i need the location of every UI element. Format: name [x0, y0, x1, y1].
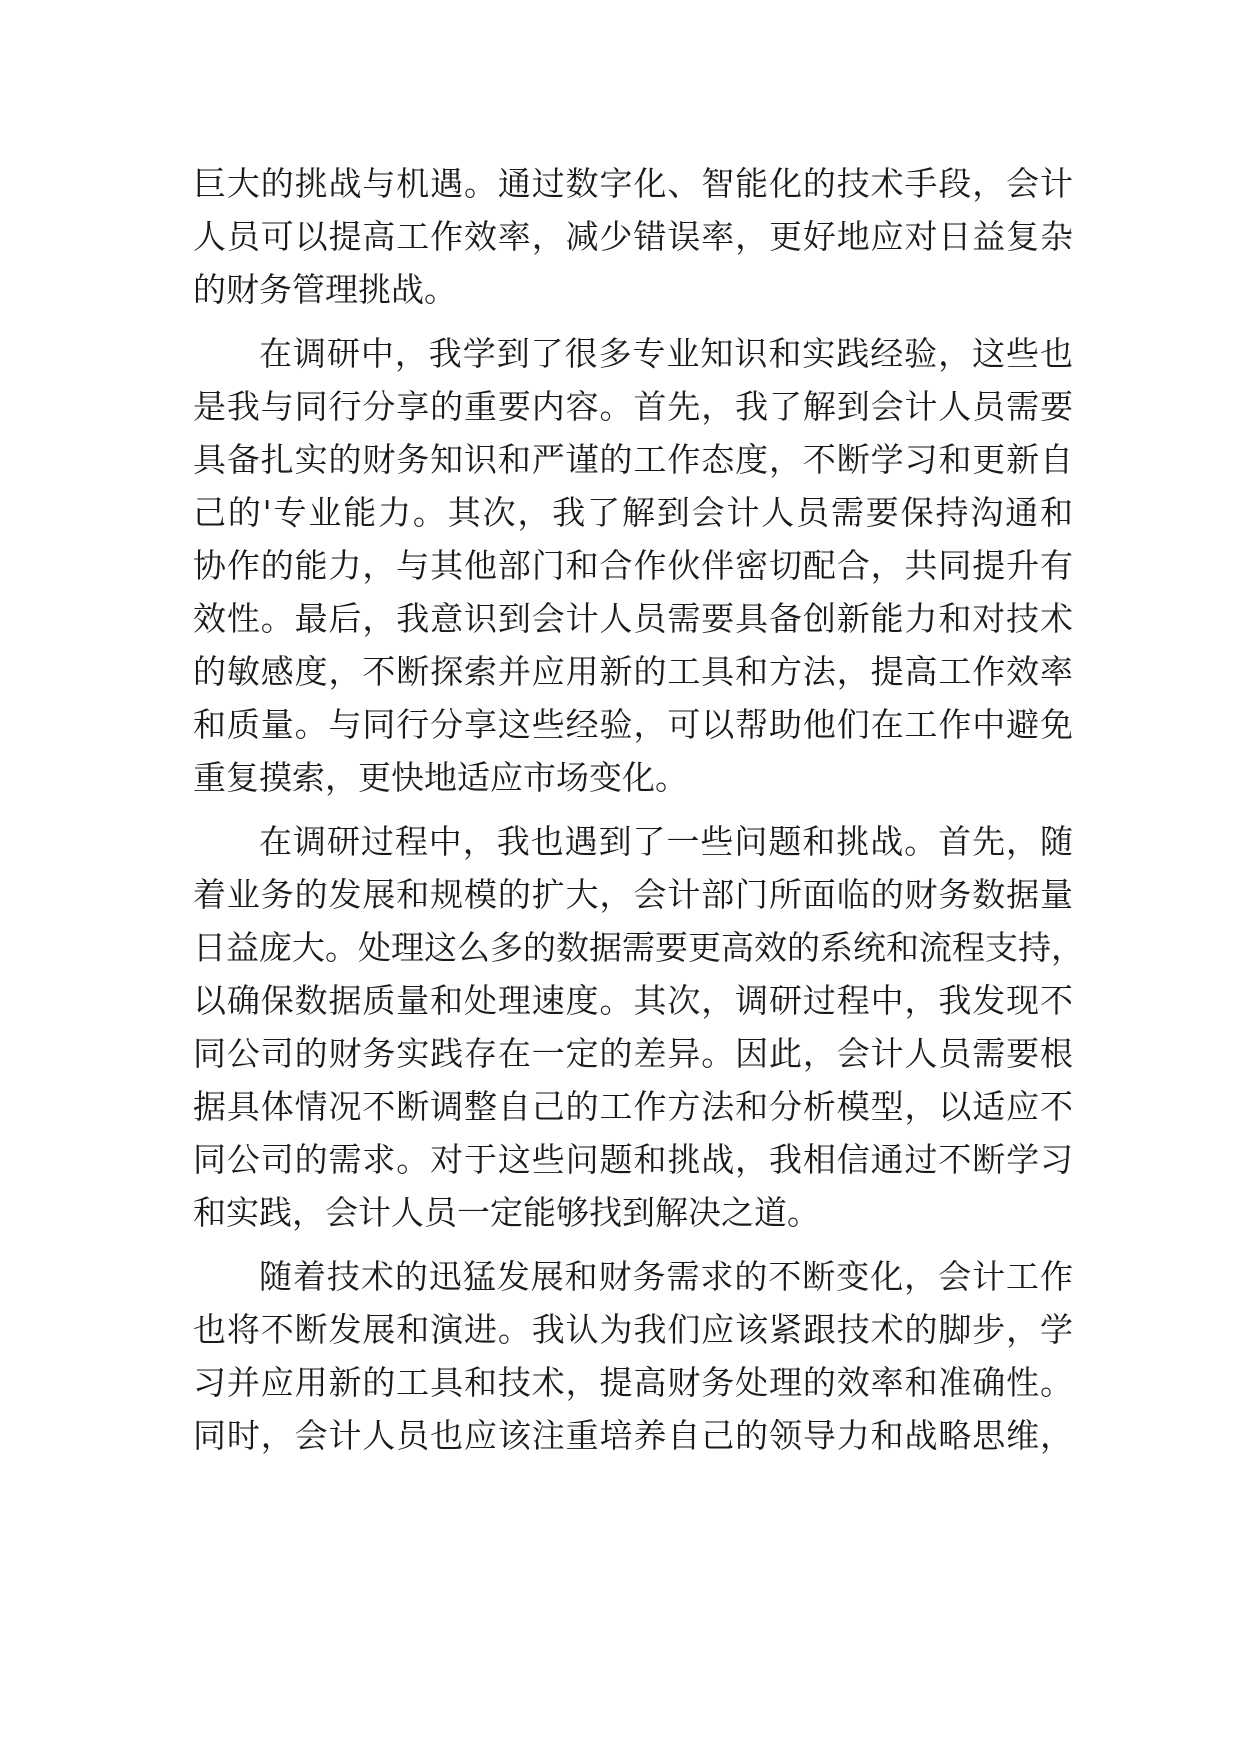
text-line: 也将不断发展和演进。我认为我们应该紧跟技术的脚步，学 [193, 1310, 1073, 1349]
text-line: 重复摸索，更快地适应市场变化。 [193, 758, 688, 797]
text-line: 同时，会计人员也应该注重培养自己的领导力和战略思维， [193, 1416, 1073, 1455]
text-line: 协作的能力，与其他部门和合作伙伴密切配合，共同提升有 [193, 546, 1073, 585]
text-line: 随着技术的迅猛发展和财务需求的不断变化，会计工作 [259, 1257, 1073, 1296]
text-line: 据具体情况不断调整自己的工作方法和分析模型，以适应不 [193, 1087, 1073, 1126]
text-line: 具备扎实的财务知识和严谨的工作态度，不断学习和更新自 [193, 440, 1073, 479]
text-line: 是我与同行分享的重要内容。首先，我了解到会计人员需要 [193, 387, 1073, 426]
body-text [193, 157, 1084, 1473]
paragraph-4 [193, 1250, 1073, 1462]
text-line: 日益庞大。处理这么多的数据需要更高效的系统和流程支持， [193, 928, 1084, 967]
text-line: 同公司的财务实践存在一定的差异。因此，会计人员需要根 [193, 1034, 1073, 1073]
text-line: 以确保数据质量和处理速度。其次，调研过程中，我发现不 [193, 981, 1073, 1020]
text-line: 和实践，会计人员一定能够找到解决之道。 [193, 1193, 820, 1232]
paragraph-1 [193, 157, 1073, 316]
text-line: 着业务的发展和规模的扩大，会计部门所面临的财务数据量 [193, 875, 1073, 914]
text-line: 人员可以提高工作效率，减少错误率，更好地应对日益复杂 [193, 217, 1073, 256]
text-line: 在调研中，我学到了很多专业知识和实践经验，这些也 [259, 334, 1073, 373]
text-line: 己的'专业能力。其次，我了解到会计人员需要保持沟通和 [193, 493, 1073, 532]
text-line: 同公司的需求。对于这些问题和挑战，我相信通过不断学习 [193, 1140, 1073, 1179]
text-line: 巨大的挑战与机遇。通过数字化、智能化的技术手段，会计 [193, 164, 1073, 203]
text-line: 效性。最后，我意识到会计人员需要具备创新能力和对技术 [193, 599, 1073, 638]
paragraph-2 [193, 327, 1073, 804]
text-line: 和质量。与同行分享这些经验，可以帮助他们在工作中避免 [193, 705, 1073, 744]
paragraph-3 [193, 815, 1084, 1239]
text-line: 的财务管理挑战。 [193, 270, 457, 309]
text-line: 在调研过程中，我也遇到了一些问题和挑战。首先，随 [259, 822, 1073, 861]
text-line: 的敏感度，不断探索并应用新的工具和方法，提高工作效率 [193, 652, 1073, 691]
text-line: 习并应用新的工具和技术，提高财务处理的效率和准确性。 [193, 1363, 1073, 1402]
